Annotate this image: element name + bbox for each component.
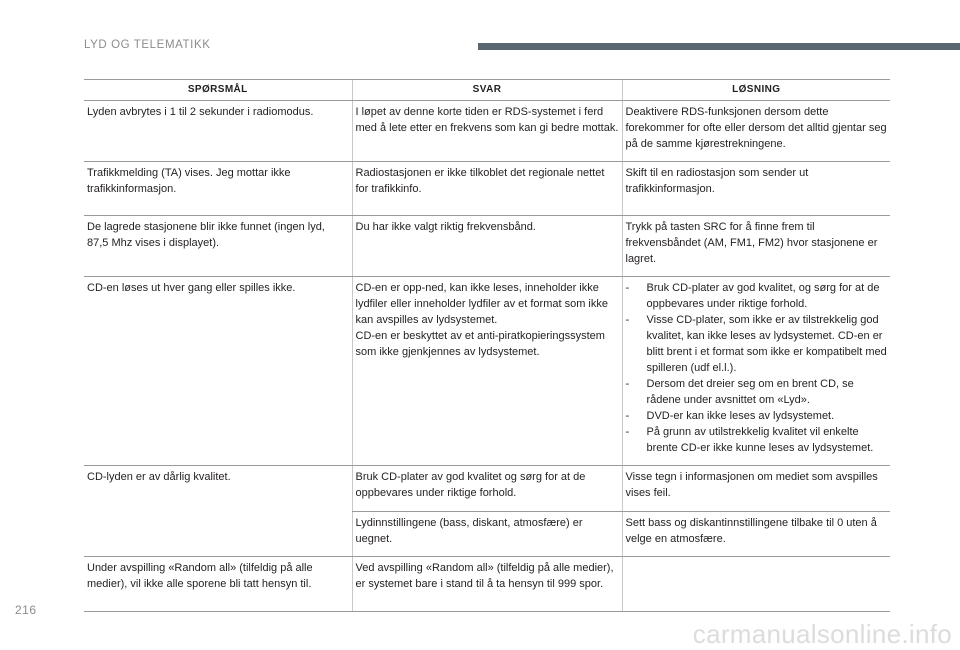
answer-cell: Radiostasjonen er ikke tilkoblet det regionale nettet for trafikkinfo. — [352, 162, 622, 216]
question-cell: CD-en løses ut hver gang eller spilles ikke. — [84, 277, 352, 466]
solution-cell: Trykk på tasten SRC for å finne frem til frekvensbåndet (AM, FM1, FM2) hvor stasjonene er lagret. — [622, 216, 890, 277]
question-cell: Trafikkmelding (TA) vises. Jeg mottar ikke trafikkinformasjon. — [84, 162, 352, 216]
solution-list — [626, 280, 888, 456]
answer-paragraph: CD-en er opp-ned, kan ikke leses, inneholder ikke lydfiler eller inneholder lydfiler av et format som ikke kan avspilles av lydsystemet. — [355, 282, 608, 326]
watermark: carmanualsonline.info — [692, 619, 952, 649]
list-item: - Bruk CD-plater av god kvalitet, og sørg for at de oppbevares under riktige forhold. — [626, 280, 888, 312]
table-row — [84, 101, 890, 162]
answer-cell: Du har ikke valgt riktig frekvensbånd. — [352, 216, 622, 277]
answer-cell — [352, 277, 622, 466]
answer-paragraph: CD-en er beskyttet av et anti-piratkopieringssystem som ikke gjenkjennes av lydsystemet. — [355, 330, 605, 358]
list-item: - Visse CD-plater, som ikke er av tilstrekkelig god kvalitet, kan ikke leses av lydsystemet. CD-en er blitt brent i et format som ikke er kompatibelt med spilleren (udf el.l.). — [626, 312, 888, 376]
solution-cell: Deaktivere RDS-funksjonen dersom dette forekommer for ofte eller dersom det alltid gjentar seg på de samme kjørestrekningene. — [622, 101, 890, 162]
answer-cell: I løpet av denne korte tiden er RDS-systemet i ferd med å lete etter en frekvens som kan gi bedre mottak. — [352, 101, 622, 162]
section-title: LYD OG TELEMATIKK — [84, 39, 211, 51]
table-row — [84, 466, 890, 512]
question-cell — [84, 512, 352, 557]
list-item: - På grunn av utilstrekkelig kvalitet vil enkelte brente CD-er ikke kunne leses av lydsystemet. — [626, 424, 888, 456]
solution-cell: Visse tegn i informasjonen om mediet som avspilles vises feil. — [622, 466, 890, 512]
answer-cell: Ved avspilling «Random all» (tilfeldig på alle medier), er systemet bare i stand til å ta hensyn til 999 spor. — [352, 557, 622, 612]
answer-cell: Bruk CD-plater av god kvalitet og sørg for at de oppbevares under riktige forhold. — [352, 466, 622, 512]
list-item: - Dersom det dreier seg om en brent CD, se rådene under avsnittet om «Lyd». — [626, 376, 888, 408]
table-row — [84, 277, 890, 466]
list-item: - DVD-er kan ikke leses av lydsystemet. — [626, 408, 888, 424]
solution-cell — [622, 557, 890, 612]
answer-cell: Lydinnstillingene (bass, diskant, atmosfære) er uegnet. — [352, 512, 622, 557]
question-cell: CD-lyden er av dårlig kvalitet. — [87, 471, 231, 483]
table-header-row — [84, 80, 890, 101]
column-header-question: SPØRSMÅL — [84, 80, 352, 101]
solution-cell: Skift til en radiostasjon som sender ut trafikkinformasjon. — [622, 162, 890, 216]
table-row — [84, 216, 890, 277]
solution-cell — [622, 277, 890, 466]
troubleshooting-table — [84, 79, 890, 612]
table-row — [84, 557, 890, 612]
page-number: 216 — [15, 603, 37, 617]
table-row — [84, 162, 890, 216]
column-header-solution: LØSNING — [622, 80, 890, 101]
question-cell: Lyden avbrytes i 1 til 2 sekunder i radiomodus. — [84, 101, 352, 162]
header-bar — [478, 43, 960, 50]
question-cell: De lagrede stasjonene blir ikke funnet (ingen lyd, 87,5 Mhz vises i displayet). — [84, 216, 352, 277]
solution-cell: Sett bass og diskantinnstillingene tilbake til 0 uten å velge en atmosfære. — [622, 512, 890, 557]
column-header-answer: SVAR — [352, 80, 622, 101]
table-row — [84, 512, 890, 557]
question-cell: Under avspilling «Random all» (tilfeldig på alle medier), vil ikke alle sporene bli tatt hensyn til. — [84, 557, 352, 612]
